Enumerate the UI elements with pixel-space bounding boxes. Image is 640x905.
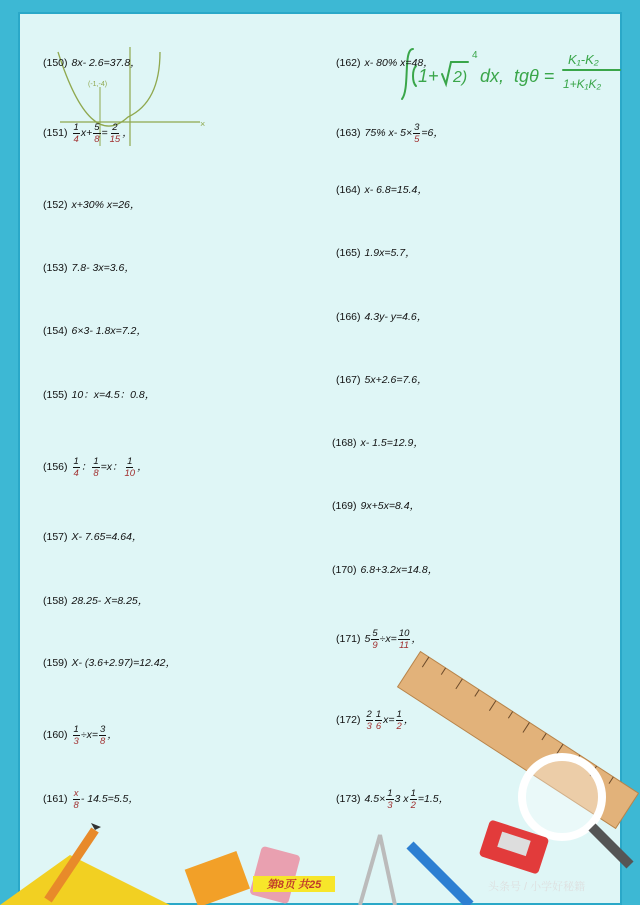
problem-161: (161) x 8 - 14.5=5.5， xyxy=(43,788,139,811)
problem-158: (158) 28.25- X=8.25， xyxy=(43,595,149,607)
svg-text:2): 2) xyxy=(453,69,468,86)
problem-163: (163) 75% x- 5× $\frac{3}{5}$ =6， xyxy=(336,122,444,145)
svg-text:1+: 1+ xyxy=(418,66,439,86)
problem-165: (165) 1.9x=5.7， xyxy=(336,247,416,259)
problem-164: (164) x- 6.8=15.4， xyxy=(336,184,428,196)
graph-point-label: (-1,-4) xyxy=(88,81,108,88)
svg-text:4: 4 xyxy=(472,50,478,61)
problem-155: (155) 10：x=4.5：0.8， xyxy=(43,389,156,401)
problem-156: (156) 1 4 ： $\frac{1}{8}$ =x： 1 10 ， xyxy=(43,456,148,479)
svg-text:K₁-K₂: K₁-K₂ xyxy=(568,52,599,67)
problem-166: (166) 4.3y- y=4.6， xyxy=(336,311,428,323)
problem-168: (168) x- 1.5=12.9， xyxy=(332,437,424,449)
svg-text:dx,: dx, xyxy=(480,66,505,86)
problem-157: (157) X- 7.65=4.64， xyxy=(43,531,143,543)
problem-150: (150) 8x- 2.6=37.8， xyxy=(43,57,141,69)
svg-text:1+K₁K₂: 1+K₁K₂ xyxy=(563,77,602,91)
problem-159: (159) X- (3.6+2.97)=12.42， xyxy=(43,657,176,669)
watermark-text: 头条号 / 小学好秘籍 xyxy=(488,881,586,893)
svg-text:tgθ =: tgθ = xyxy=(514,66,555,86)
problem-167: (167) 5x+2.6=7.6， xyxy=(336,374,428,386)
svg-text:×: × xyxy=(200,119,206,129)
problem-154: (154) 6×3- 1.8x=7.2， xyxy=(43,325,147,337)
problem-169: (169) 9x+5x=8.4， xyxy=(332,500,421,512)
problem-153: (153) 7.8- 3x=3.6， xyxy=(43,262,135,274)
problem-172: (172) 2 3 1 6 x= $\frac{1}{2}$ ， xyxy=(336,709,415,732)
problem-152: (152) x+30% x=26， xyxy=(43,199,141,211)
handwritten-formula xyxy=(398,44,628,104)
problem-160: (160) $\frac{1}{3}$ ÷x= $\frac{3}{8}$ ， xyxy=(43,724,118,747)
problem-171: (171) 5 $\frac{5}{9}$ ÷x= $\frac{10}{11}$ ， xyxy=(336,628,422,651)
page-number-footer: 第8页 共25 xyxy=(253,876,335,892)
problem-173: (173) 4.5× $\frac{1}{3}$ 3 x $\frac{1}{2}$ =1.5， xyxy=(336,788,450,811)
problem-170: (170) 6.8+3.2x=14.8， xyxy=(332,564,439,576)
problem-162: (162) x- 80% x=48， xyxy=(336,57,434,69)
problem-151: (151) 1 4 x+ $\frac{5}{8}$ = $\frac{2}{15}$ ， xyxy=(43,122,133,145)
